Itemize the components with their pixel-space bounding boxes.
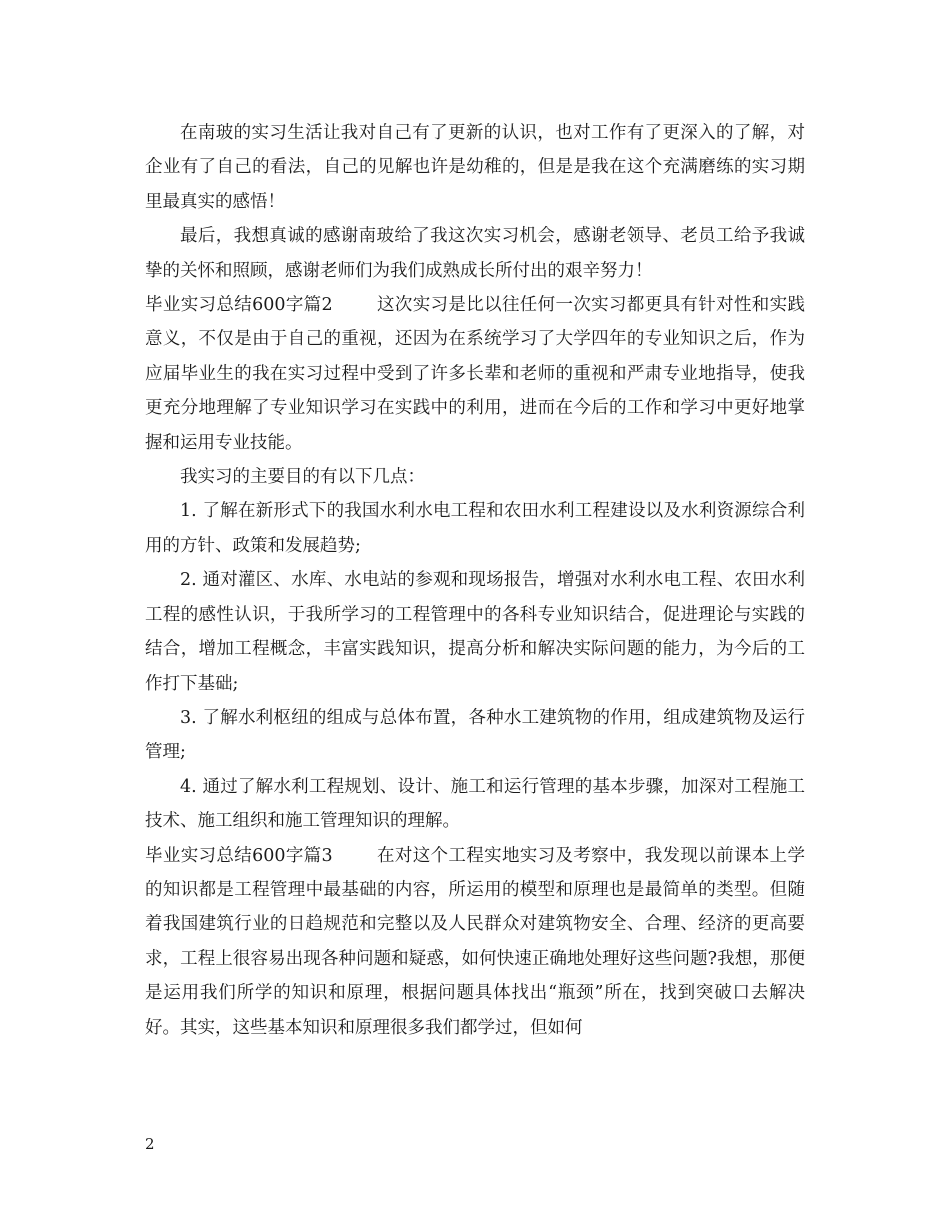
section-body-3: 在对这个工程实地实习及考察中，我发现以前课本上学的知识都是工程管理中最基础的内容，所运用的模型和原理也是最简单的类型。但随着我国建筑行业的日趋规范和完整以及人民群众对建筑物安全、合理、经济的更高要求，工程上很容易出现各种问题和疑惑，如何快速正确地处理好这些问题?我想，那便是运用我们所学的知识和原理，根据问题具体找出“瓶颈”所在，找到突破口去解决好。其实，这些基本知识和原理很多我们都学过，但如何 [145,845,805,1038]
list-item-3: 3. 了解水利枢纽的组成与总体布置，各种水工建筑物的作用，组成建筑物及运行管理; [145,707,805,763]
list-item-4: 4. 通过了解水利工程规划、设计、施工和运行管理的基本步骤，加深对工程施工技术、施工组织和施工管理知识的理解。 [145,776,805,832]
section-heading-3: 毕业实习总结600字篇3 [145,845,333,866]
paragraph-3 [145,288,805,460]
list-item-1: 1. 了解在新形式下的我国水利水电工程和农田水利工程建设以及水利资源综合利用的方针、政策和发展趋势; [145,501,805,556]
document-body [145,116,805,1045]
section-heading-2: 毕业实习总结600字篇2 [145,295,333,316]
page-number: 2 [145,1135,155,1153]
paragraph-4: 我实习的主要目的有以下几点： [180,467,425,488]
section-body-2: 这次实习是比以往任何一次实习都更具有针对性和实践意义，不仅是由于自己的重视，还因为在系统学习了大学四年的专业知识之后，作为应届毕业生的我在实习过程中受到了许多长辈和老师的重视和严肃专业地指导，使我更充分地理解了专业知识学习在实践中的利用，进而在今后的工作和学习中更好地掌握和运用专业技能。 [145,295,805,453]
paragraph-1: 在南玻的实习生活让我对自己有了更新的认识，也对工作有了更深入的了解，对企业有了自己的看法，自己的见解也许是幼稚的，但是是我在这个充满磨练的实习期里最真实的感悟！ [145,123,805,212]
list-item-2: 2. 通对灌区、水库、水电站的参观和现场报告，增强对水利水电工程、农田水利工程的感性认识，于我所学习的工程管理中的各科专业知识结合，促进理论与实践的结合，增加工程概念，丰富实践知识，提高分析和解决实际问题的能力，为今后的工作打下基础; [145,570,805,694]
paragraph-2: 最后，我想真诚的感谢南玻给了我这次实习机会，感谢老领导、老员工给予我诚挚的关怀和照顾，感谢老师们为我们成熟成长所付出的艰辛努力！ [145,226,805,281]
paragraph-9 [145,839,805,1045]
